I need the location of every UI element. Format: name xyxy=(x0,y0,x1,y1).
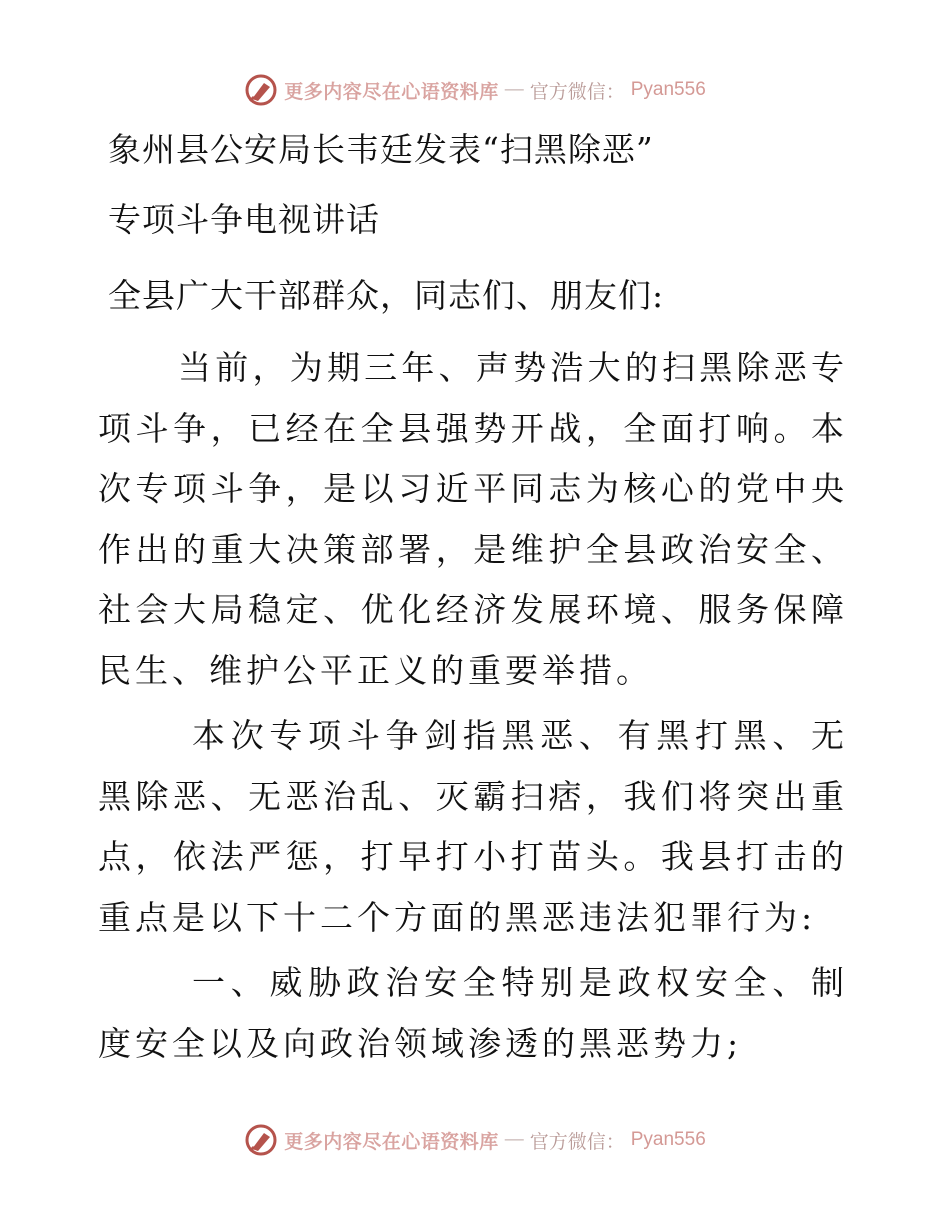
watermark-footer xyxy=(0,1122,950,1158)
watermark-wechat-id: Pyan556 xyxy=(630,1129,706,1150)
watermark-dash: — xyxy=(504,79,524,100)
paragraph-3: 一、威胁政治安全特别是政权安全、制度安全以及向政治领域渗透的黑恶势力; xyxy=(98,963,848,1063)
watermark-header xyxy=(0,72,950,108)
watermark-brand-text: 更多内容尽在心语资料库 xyxy=(284,1130,499,1153)
watermark-dash: — xyxy=(504,1129,524,1150)
document-title-line-1: 象州县公安局长韦廷发表“扫黑除恶” xyxy=(108,130,654,169)
pen-nib-circle-icon xyxy=(244,73,278,107)
watermark-wechat-id: Pyan556 xyxy=(630,79,706,100)
paragraph-2: 本次专项斗争剑指黑恶、有黑打黑、无黑除恶、无恶治乱、灭霸扫痞，我们将突出重点，依法严惩，打早打小打苗头。我县打击的重点是以下十二个方面的黑恶违法犯罪行为: xyxy=(98,716,848,937)
watermark-brand-text: 更多内容尽在心语资料库 xyxy=(284,80,499,103)
document-title-line-2: 专项斗争电视讲话 xyxy=(108,200,380,239)
paragraph-1: 当前，为期三年、声势浩大的扫黑除恶专项斗争，已经在全县强势开战，全面打响。本次专项斗争，是以习近平同志为核心的党中央作出的重大决策部署，是维护全县政治安全、社会大局稳定、优化经济发展环境、服务保障民生、维护公平正义的重要举措。 xyxy=(98,348,848,690)
watermark-official-label: 官方微信： xyxy=(529,80,625,103)
watermark-official-label: 官方微信： xyxy=(529,1130,625,1153)
pen-nib-circle-icon xyxy=(244,1123,278,1157)
document-salutation: 全县广大干部群众，同志们、朋友们: xyxy=(108,276,665,315)
